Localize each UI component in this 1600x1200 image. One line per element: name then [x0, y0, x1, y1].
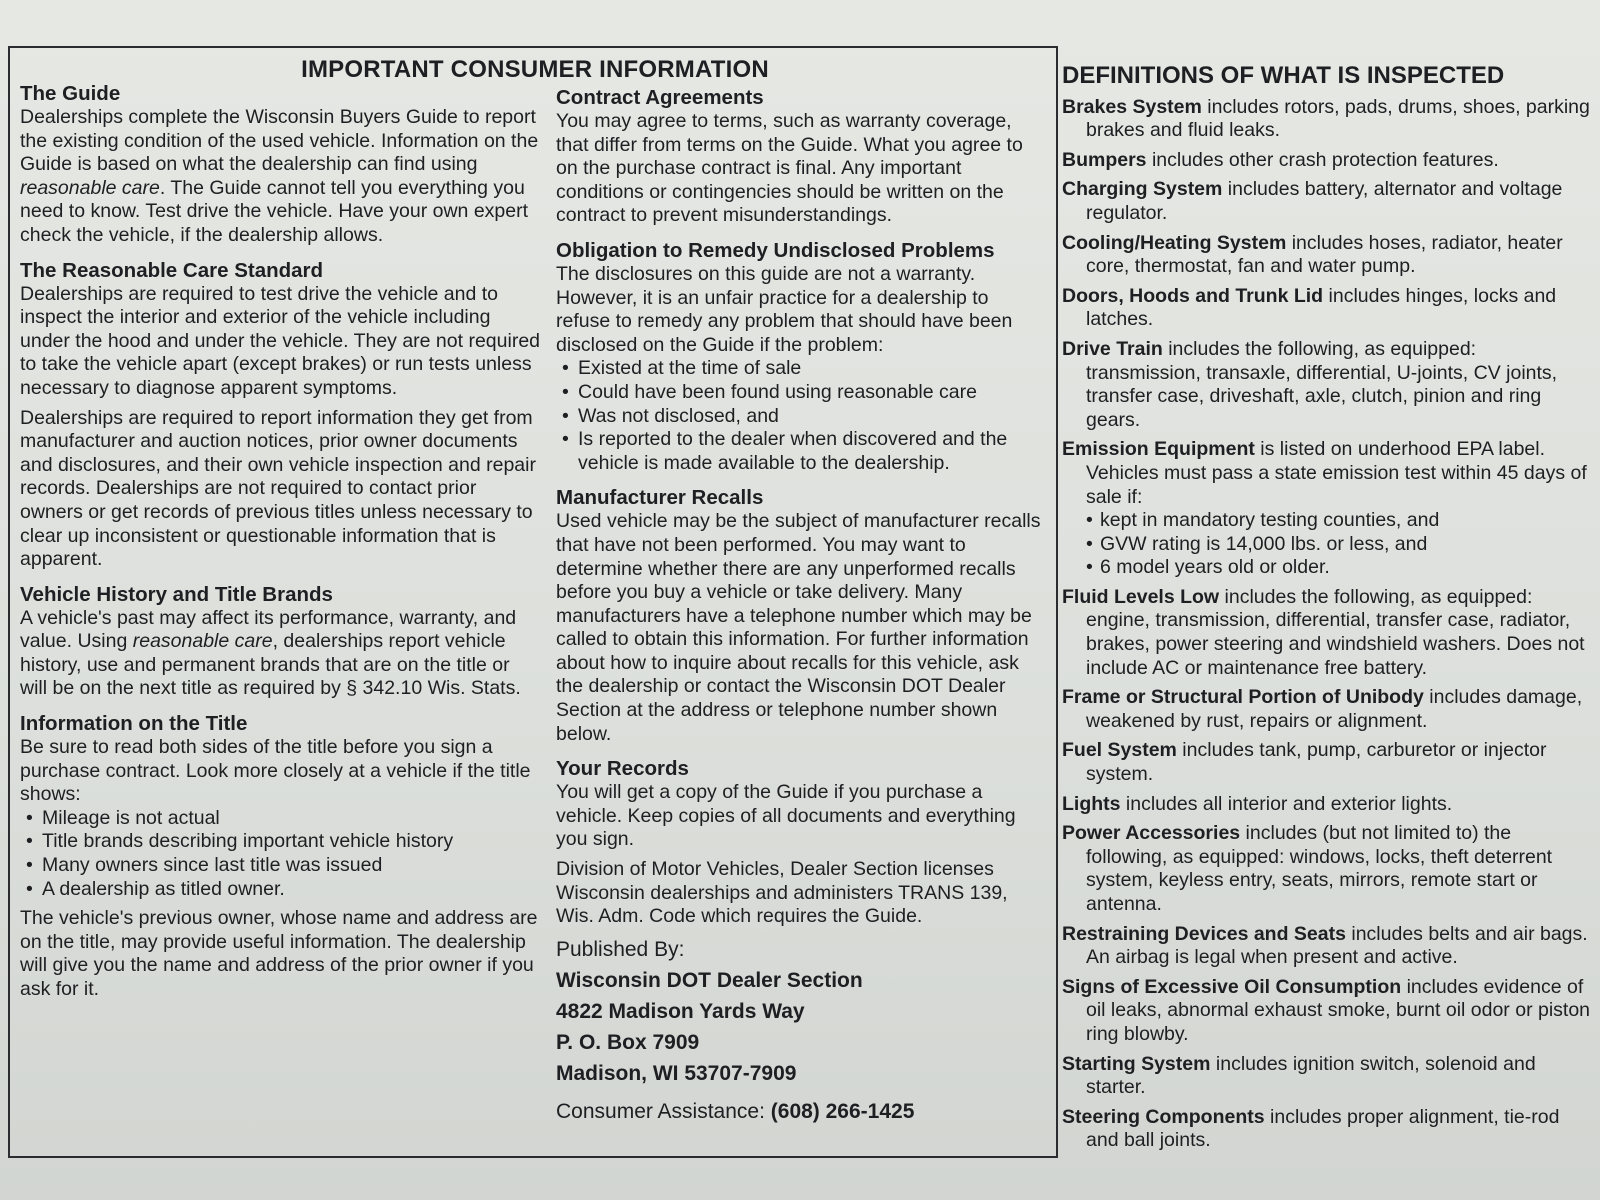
section-text: Be sure to read both sides of the title before you sign a purchase contract. Look more closely at a vehicle if the title shows:: [20, 736, 531, 806]
definition-term: Brakes System: [1062, 95, 1202, 118]
definition-text: includes ignition switch, solenoid and starter.: [1086, 1052, 1536, 1099]
definition-term: Starting System: [1062, 1052, 1211, 1075]
consumer-assistance: [556, 1097, 1046, 1127]
list-item: • Existed at the time of sale: [556, 357, 1046, 381]
consumer-info-box: [8, 46, 1058, 1158]
definition-item: [1062, 822, 1596, 916]
section-title-info: [20, 712, 540, 1002]
definition-text: includes damage, weakened by rust, repairs or alignment.: [1086, 686, 1583, 732]
list-item: • A dealership as titled owner.: [20, 878, 540, 902]
section-vehicle-history: [20, 583, 540, 701]
title-bullet-list: [20, 807, 540, 901]
published-by-label: Published By:: [556, 937, 685, 961]
definition-text: includes rotors, pads, drums, shoes, parking brakes and fluid leaks.: [1086, 95, 1590, 142]
section-text: Dealerships are required to test drive the vehicle and to inspect the interior and exterior of the vehicle including under the hood and under the vehicle. They are not required to take the vehicle apart (except brakes) or run tests unless necessary to diagnose apparent symptoms.: [20, 282, 541, 399]
definition-term: Fluid Levels Low: [1062, 585, 1220, 608]
list-item: • Many owners since last title was issued: [20, 854, 540, 878]
list-item: • kept in mandatory testing counties, and: [1086, 509, 1596, 533]
definition-item: [1062, 976, 1596, 1047]
definition-item: [1062, 586, 1596, 680]
definition-term: Charging System: [1062, 178, 1223, 201]
section-heading: Information on the Title: [20, 712, 248, 736]
definition-item: [1062, 285, 1596, 332]
definition-text: includes all interior and exterior lights.: [1120, 792, 1453, 815]
section-text: [20, 106, 540, 248]
address-line: P. O. Box 7909: [556, 1030, 700, 1054]
definition-item: [1062, 338, 1596, 432]
list-item: • Could have been found using reasonable care: [556, 381, 1046, 405]
list-item: • Title brands describing important vehicle history: [20, 830, 540, 854]
definition-item: [1062, 149, 1596, 173]
section-text: The vehicle's previous owner, whose name and address are on the title, may provide useful information. The dealership will give you the name and address of the prior owner if you ask for it.: [20, 907, 538, 1000]
definition-text: includes evidence of oil leaks, abnormal exhaust smoke, burnt oil odor or piston ring blowby.: [1086, 975, 1591, 1045]
definition-text: includes hoses, radiator, heater core, thermostat, fan and water pump.: [1086, 231, 1563, 278]
text-run: , dealerships report vehicle history, use and permanent brands that are on the title or will be on the next title as required by § 342.10 Wis. Stats.: [20, 630, 521, 700]
assistance-phone: (608) 266-1425: [770, 1099, 915, 1123]
section-text: You will get a copy of the Guide if you purchase a vehicle. Keep copies of all documents and everything you sign.: [556, 781, 1016, 851]
definition-term: Restraining Devices and Seats: [1062, 922, 1346, 945]
definition-item: [1062, 438, 1596, 580]
section-records: [556, 757, 1046, 1127]
definition-term: Lights: [1062, 792, 1121, 815]
definition-item: [1062, 923, 1596, 970]
section-text: Division of Motor Vehicles, Dealer Section licenses Wisconsin dealerships and administers TRANS 139, Wis. Adm. Code which requires the Guide.: [556, 858, 1008, 928]
definition-term: Emission Equipment: [1062, 438, 1255, 461]
obligation-bullet-list: [556, 357, 1046, 475]
section-text: You may agree to terms, such as warranty coverage, that differ from terms on the Guide. What you agree to on the purchase contract is final. Any important conditions or contingencies should be written on the contract to prevent misunderstandings.: [556, 110, 1023, 227]
italic-text: reasonable care: [20, 176, 160, 199]
definition-item: [1062, 739, 1596, 786]
definition-term: Power Accessories: [1062, 822, 1241, 845]
section-reasonable-care: [20, 259, 540, 572]
left-column: [20, 82, 540, 1013]
section-heading: The Reasonable Care Standard: [20, 258, 324, 282]
section-recalls: [556, 486, 1046, 746]
definition-text: includes tank, pump, carburetor or injector system.: [1086, 739, 1547, 786]
definitions-title: DEFINITIONS OF WHAT IS INSPECTED: [1062, 62, 1505, 89]
definition-text: includes the following, as equipped: transmission, transaxle, differential, U-joints, CV joints, transfer case, driveshaft, axle, clutch, pinion and ring gears.: [1086, 337, 1558, 431]
list-item: • GVW rating is 14,000 lbs. or less, and: [1086, 533, 1596, 557]
definition-term: Frame or Structural Portion of Unibody: [1062, 686, 1424, 709]
list-item: • Is reported to the dealer when discovered and the vehicle is made available to the dealership.: [556, 428, 1046, 475]
section-text: The disclosures on this guide are not a warranty. However, it is an unfair practice for a dealership to refuse to remedy any problem that should have been disclosed on the Guide if the problem:: [556, 262, 1013, 356]
definition-text: includes the following, as equipped: engine, transmission, differential, transfer case, radiator, brakes, power steering and windshield washers. Does not include AC or maintenance free battery.: [1086, 585, 1585, 679]
emission-bullet-list: [1086, 509, 1596, 580]
section-text: Used vehicle may be the subject of manufacturer recalls that have not been performed. You may want to determine whether there are any unperformed recalls before you buy a vehicle or take delivery. Many manufacturers have a telephone number which may be called to obtain this information. For further information about how to inquire about recalls for this vehicle, ask the dealership or contact the Wisconsin DOT Dealer Section at the address or telephone number shown below.: [556, 510, 1041, 745]
section-heading: Obligation to Remedy Undisclosed Problems: [556, 238, 995, 262]
definition-item: [1062, 178, 1596, 225]
definition-item: [1062, 232, 1596, 279]
definition-term: Drive Train: [1062, 337, 1163, 360]
section-heading: The Guide: [20, 82, 121, 105]
definition-item: [1062, 686, 1596, 733]
list-item: • Was not disclosed, and: [556, 405, 1046, 429]
definition-text: includes battery, alternator and voltage regulator.: [1086, 178, 1563, 224]
definition-text: includes (but not limited to) the following, as equipped: windows, locks, theft deterrent system, keyless entry, seats, mirrors, remote start or antenna.: [1086, 822, 1553, 915]
definition-text: includes proper alignment, tie-rod and ball joints.: [1086, 1105, 1560, 1152]
definition-item: [1062, 1106, 1596, 1153]
definition-item: [1062, 1053, 1596, 1100]
definition-text: includes other crash protection features.: [1146, 148, 1499, 171]
section-heading: Your Records: [556, 757, 689, 781]
middle-column: [556, 86, 1046, 1138]
definition-term: Bumpers: [1062, 148, 1147, 171]
definition-term: Fuel System: [1062, 739, 1177, 762]
definitions-column: [1062, 64, 1596, 1159]
address-line: 4822 Madison Yards Way: [556, 999, 805, 1023]
definition-item: [1062, 793, 1596, 817]
text-run: . The Guide cannot tell you everything you need to know. Test drive the vehicle. Have your own expert check the vehicle, if the dealership allows.: [20, 176, 529, 246]
section-the-guide: [20, 82, 540, 248]
section-obligation: [556, 239, 1046, 475]
definition-text: includes belts and air bags. An airbag is legal when present and active.: [1086, 922, 1588, 969]
section-heading: Contract Agreements: [556, 86, 764, 109]
definition-text: is listed on underhood EPA label. Vehicles must pass a state emission test within 45 days of sale if:: [1086, 438, 1587, 508]
address-line: Wisconsin DOT Dealer Section: [556, 968, 863, 992]
text-run: A vehicle's past may affect its performance, warranty, and value. Using: [20, 606, 517, 653]
definition-term: Steering Components: [1062, 1105, 1265, 1128]
definition-text: includes hinges, locks and latches.: [1086, 284, 1557, 331]
definition-term: Signs of Excessive Oil Consumption: [1062, 975, 1402, 998]
section-text: Dealerships are required to report information they get from manufacturer and auction notices, prior owner documents and disclosures, and their own vehicle inspection and repair records. Dealerships are not required to contact prior owners or get records of previous titles unless necessary to clear up inconsistent or questionable information that is apparent.: [20, 406, 536, 571]
assistance-label: Consumer Assistance:: [556, 1099, 771, 1123]
section-text: [20, 607, 540, 701]
list-item: • Mileage is not actual: [20, 807, 540, 831]
italic-text: reasonable care: [132, 630, 273, 653]
definition-term: Doors, Hoods and Trunk Lid: [1062, 284, 1324, 307]
section-heading: Manufacturer Recalls: [556, 486, 764, 510]
address-line: Madison, WI 53707-7909: [556, 1061, 797, 1085]
section-heading: Vehicle History and Title Brands: [20, 582, 333, 606]
list-item: • 6 model years old or older.: [1086, 556, 1596, 580]
definition-item: [1062, 96, 1596, 143]
box-title: IMPORTANT CONSUMER INFORMATION: [301, 56, 769, 83]
section-contract: [556, 86, 1046, 228]
definition-term: Cooling/Heating System: [1062, 231, 1287, 254]
text-run: Dealerships complete the Wisconsin Buyers Guide to report the existing condition of the used vehicle. Information on the Guide is based on what the dealership can find using: [20, 106, 539, 176]
